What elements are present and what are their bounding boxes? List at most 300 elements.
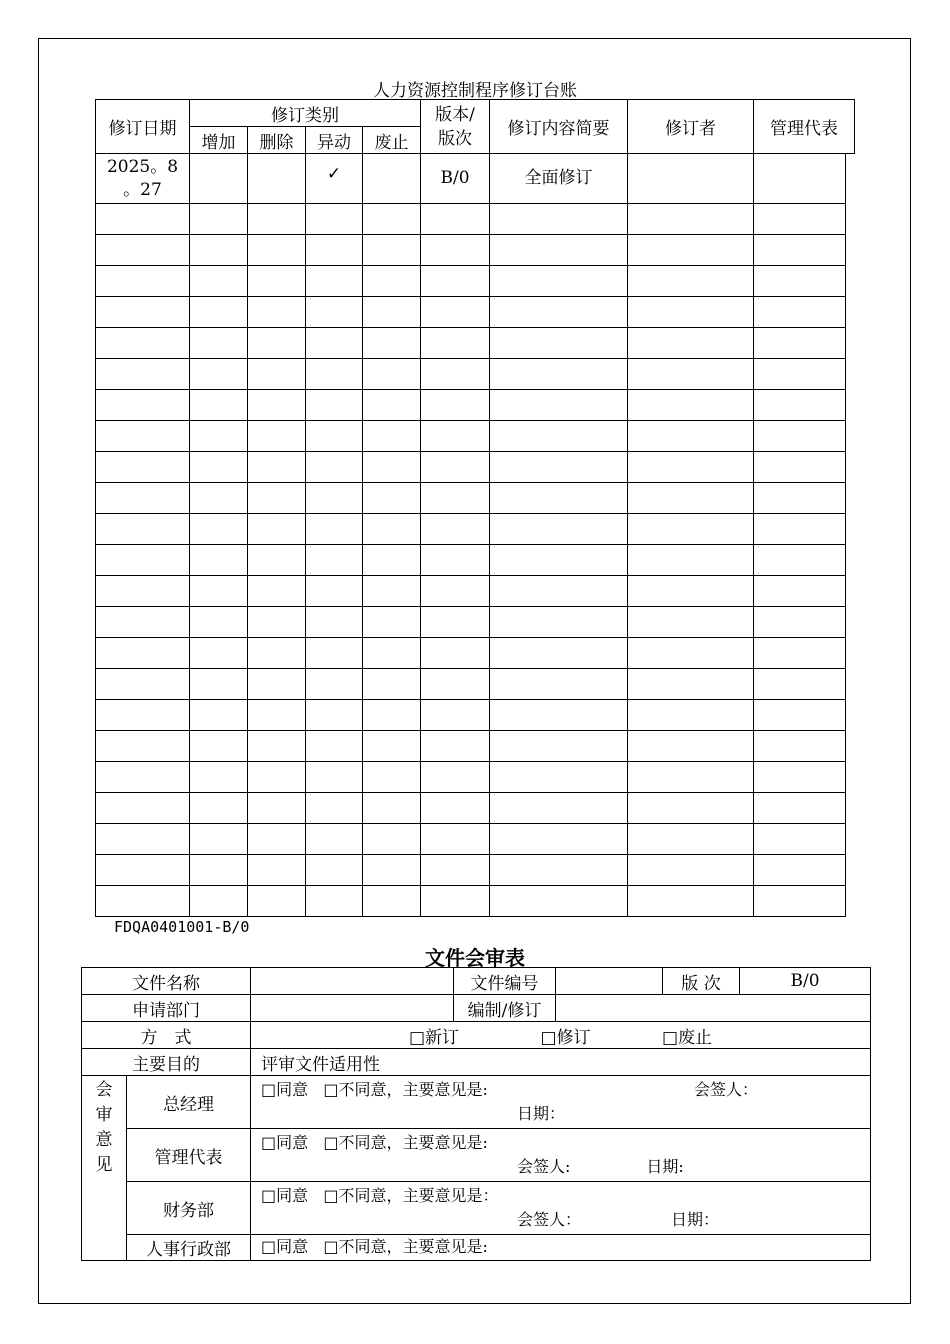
row-edge: [846, 154, 855, 204]
dept-label: 申请部门: [82, 995, 251, 1022]
agree-checkbox[interactable]: □同意: [261, 1237, 309, 1256]
row-edge: [846, 762, 855, 793]
table-row: [96, 576, 855, 607]
empty-cell: [363, 638, 421, 669]
empty-cell: [190, 328, 248, 359]
row-date: 2025。8 。27: [96, 154, 190, 204]
empty-cell: [190, 669, 248, 700]
empty-cell: [421, 793, 490, 824]
empty-cell: [96, 452, 190, 483]
empty-cell: [190, 793, 248, 824]
dept-value: [251, 995, 454, 1022]
row-edge: [846, 700, 855, 731]
empty-cell: [248, 638, 306, 669]
empty-cell: [754, 545, 846, 576]
empty-cell: [363, 235, 421, 266]
empty-cell: [96, 855, 190, 886]
dept-mgmt-rep: 管理代表: [127, 1129, 251, 1182]
table-row: [96, 545, 855, 576]
row-edge: [846, 669, 855, 700]
empty-cell: [363, 607, 421, 638]
empty-cell: [490, 793, 628, 824]
empty-cell: [306, 483, 363, 514]
compile-value: [556, 995, 871, 1022]
empty-cell: [628, 514, 754, 545]
row-edge: [846, 204, 855, 235]
empty-cell: [490, 390, 628, 421]
empty-cell: [490, 638, 628, 669]
empty-cell: [248, 762, 306, 793]
table-row: [96, 328, 855, 359]
empty-cell: [628, 886, 754, 917]
dept-finance: 财务部: [127, 1182, 251, 1235]
empty-cell: [363, 545, 421, 576]
disagree-checkbox[interactable]: □不同意，主要意见是:: [323, 1080, 488, 1099]
empty-cell: [190, 545, 248, 576]
empty-cell: [190, 483, 248, 514]
empty-cell: [490, 886, 628, 917]
empty-cell: [248, 669, 306, 700]
empty-cell: [96, 700, 190, 731]
empty-cell: [421, 731, 490, 762]
empty-cell: [363, 514, 421, 545]
empty-cell: [628, 452, 754, 483]
row-edge: [846, 390, 855, 421]
empty-cell: [96, 607, 190, 638]
row-edge: [846, 731, 855, 762]
agree-checkbox[interactable]: □同意: [261, 1186, 309, 1205]
disagree-checkbox[interactable]: □不同意，主要意见是:: [323, 1133, 488, 1152]
row-mgmt-rep: [754, 154, 846, 204]
empty-cell: [190, 855, 248, 886]
empty-cell: [628, 731, 754, 762]
empty-cell: [490, 607, 628, 638]
empty-cell: [96, 731, 190, 762]
option-revise[interactable]: □修订: [540, 1027, 591, 1048]
empty-cell: [421, 855, 490, 886]
compile-label: 编制/修订: [454, 995, 556, 1022]
row-edge: [846, 545, 855, 576]
document-code: FDQA0401001-B/0: [114, 918, 250, 936]
empty-cell: [363, 421, 421, 452]
empty-cell: [421, 886, 490, 917]
empty-cell: [306, 297, 363, 328]
empty-cell: [628, 762, 754, 793]
empty-cell: [248, 452, 306, 483]
empty-cell: [190, 421, 248, 452]
purpose-label: 主要目的: [82, 1049, 251, 1076]
empty-cell: [754, 514, 846, 545]
row-reviser: [628, 154, 754, 204]
row-add: [190, 154, 248, 204]
empty-cell: [248, 700, 306, 731]
empty-cell: [363, 452, 421, 483]
empty-cell: [421, 390, 490, 421]
empty-cell: [421, 638, 490, 669]
row-edge: [846, 266, 855, 297]
empty-cell: [190, 266, 248, 297]
empty-cell: [754, 204, 846, 235]
empty-cell: [96, 204, 190, 235]
empty-cell: [754, 638, 846, 669]
empty-cell: [190, 638, 248, 669]
empty-cell: [306, 793, 363, 824]
empty-cell: [96, 576, 190, 607]
empty-cell: [306, 855, 363, 886]
empty-cell: [490, 700, 628, 731]
empty-cell: [421, 328, 490, 359]
empty-cell: [421, 514, 490, 545]
empty-cell: [754, 607, 846, 638]
dept-general-manager: 总经理: [127, 1076, 251, 1129]
empty-cell: [490, 421, 628, 452]
empty-cell: [306, 328, 363, 359]
empty-cell: [96, 297, 190, 328]
empty-cell: [306, 359, 363, 390]
empty-cell: [363, 700, 421, 731]
empty-cell: [190, 204, 248, 235]
empty-cell: [248, 514, 306, 545]
header-reviser: 修订者: [628, 100, 754, 154]
empty-cell: [490, 514, 628, 545]
empty-cell: [306, 700, 363, 731]
table-row: [96, 700, 855, 731]
table-row: [96, 514, 855, 545]
row-edge: [846, 638, 855, 669]
empty-cell: [628, 204, 754, 235]
row-version: B/0: [421, 154, 490, 204]
empty-cell: [248, 576, 306, 607]
empty-cell: [248, 328, 306, 359]
method-options: [251, 1022, 871, 1049]
ledger-title: 人力资源控制程序修订台账: [373, 81, 577, 101]
empty-cell: [248, 731, 306, 762]
opinion-group-label: 会 审 意 见: [82, 1076, 127, 1261]
empty-cell: [490, 297, 628, 328]
empty-cell: [248, 855, 306, 886]
empty-cell: [628, 328, 754, 359]
empty-cell: [363, 669, 421, 700]
empty-cell: [248, 793, 306, 824]
empty-cell: [306, 824, 363, 855]
row-edge: [846, 359, 855, 390]
header-date: 修订日期: [96, 100, 190, 154]
opinion-mgmt-rep: [251, 1129, 871, 1182]
date-label: 日期：: [517, 1104, 566, 1123]
empty-cell: [248, 297, 306, 328]
header-summary: 修订内容简要: [490, 100, 628, 154]
empty-cell: [490, 669, 628, 700]
empty-cell: [248, 421, 306, 452]
empty-cell: [96, 359, 190, 390]
empty-cell: [248, 235, 306, 266]
empty-cell: [306, 421, 363, 452]
empty-cell: [190, 762, 248, 793]
empty-cell: [248, 545, 306, 576]
empty-cell: [248, 824, 306, 855]
row-edge: [846, 855, 855, 886]
row-edge: [846, 607, 855, 638]
empty-cell: [248, 204, 306, 235]
empty-cell: [306, 514, 363, 545]
empty-cell: [306, 235, 363, 266]
row-edge: [846, 824, 855, 855]
empty-cell: [628, 297, 754, 328]
empty-cell: [96, 669, 190, 700]
empty-cell: [248, 266, 306, 297]
empty-cell: [628, 483, 754, 514]
empty-cell: [190, 607, 248, 638]
option-new[interactable]: □新订: [409, 1027, 460, 1048]
empty-cell: [754, 328, 846, 359]
empty-cell: [754, 390, 846, 421]
empty-cell: [190, 824, 248, 855]
row-change-checkmark: ✓: [306, 154, 363, 204]
empty-cell: [190, 886, 248, 917]
table-row: [96, 266, 855, 297]
document-review-table: [81, 967, 871, 1261]
table-row: [96, 483, 855, 514]
empty-cell: [363, 855, 421, 886]
empty-cell: [490, 483, 628, 514]
table-row: [96, 855, 855, 886]
agree-checkbox[interactable]: □同意: [261, 1133, 309, 1152]
empty-cell: [96, 824, 190, 855]
empty-cell: [248, 390, 306, 421]
empty-cell: [421, 421, 490, 452]
empty-cell: [490, 855, 628, 886]
table-row: [96, 607, 855, 638]
empty-cell: [628, 638, 754, 669]
empty-cell: [96, 793, 190, 824]
empty-cell: [248, 607, 306, 638]
cosign-label: 会签人：: [517, 1210, 582, 1229]
empty-cell: [190, 297, 248, 328]
empty-cell: [754, 483, 846, 514]
empty-cell: [628, 576, 754, 607]
empty-cell: [490, 762, 628, 793]
empty-cell: [363, 390, 421, 421]
table-row: [96, 638, 855, 669]
empty-cell: [421, 545, 490, 576]
empty-cell: [96, 390, 190, 421]
version-value: B/0: [740, 968, 871, 995]
table-row: [96, 235, 855, 266]
opinion-finance: [251, 1182, 871, 1235]
empty-cell: [248, 483, 306, 514]
empty-cell: [96, 886, 190, 917]
empty-cell: [96, 266, 190, 297]
empty-cell: [754, 421, 846, 452]
empty-cell: [421, 669, 490, 700]
empty-cell: [96, 545, 190, 576]
empty-cell: [190, 390, 248, 421]
empty-cell: [96, 421, 190, 452]
empty-cell: [306, 266, 363, 297]
cosign-label: 会签人：: [693, 1080, 758, 1099]
empty-cell: [363, 204, 421, 235]
empty-cell: [421, 452, 490, 483]
empty-cell: [490, 731, 628, 762]
empty-cell: [363, 328, 421, 359]
row-edge: [846, 793, 855, 824]
empty-cell: [363, 297, 421, 328]
empty-cell: [363, 793, 421, 824]
empty-cell: [490, 204, 628, 235]
empty-cell: [421, 607, 490, 638]
empty-cell: [306, 545, 363, 576]
empty-cell: [363, 266, 421, 297]
empty-cell: [628, 669, 754, 700]
table-row: [96, 793, 855, 824]
empty-cell: [363, 824, 421, 855]
header-change: 异动: [306, 127, 363, 154]
agree-checkbox[interactable]: □同意: [261, 1080, 309, 1099]
empty-cell: [306, 762, 363, 793]
empty-cell: [306, 607, 363, 638]
table-row: [96, 204, 855, 235]
empty-cell: [421, 297, 490, 328]
file-no-label: 文件编号: [454, 968, 556, 995]
empty-cell: [306, 390, 363, 421]
opinion-hr-admin: [251, 1235, 871, 1261]
empty-cell: [628, 700, 754, 731]
empty-cell: [96, 328, 190, 359]
table-row: [96, 669, 855, 700]
empty-cell: [190, 514, 248, 545]
empty-cell: [754, 886, 846, 917]
table-row: [96, 452, 855, 483]
empty-cell: [628, 793, 754, 824]
date-label: 日期:: [646, 1157, 684, 1176]
header-mgmt-rep: 管理代表: [754, 100, 855, 154]
file-no-value: [556, 968, 663, 995]
empty-cell: [96, 483, 190, 514]
empty-cell: [190, 731, 248, 762]
empty-cell: [628, 607, 754, 638]
empty-cell: [490, 235, 628, 266]
empty-cell: [628, 824, 754, 855]
purpose-value: 评审文件适用性: [251, 1049, 871, 1076]
table-row: [96, 421, 855, 452]
empty-cell: [306, 452, 363, 483]
table-row: [96, 731, 855, 762]
file-name-label: 文件名称: [82, 968, 251, 995]
empty-cell: [490, 328, 628, 359]
empty-cell: [421, 483, 490, 514]
empty-cell: [490, 545, 628, 576]
empty-cell: [421, 824, 490, 855]
empty-cell: [754, 793, 846, 824]
empty-cell: [754, 700, 846, 731]
row-edge: [846, 421, 855, 452]
empty-cell: [363, 483, 421, 514]
row-edge: [846, 514, 855, 545]
row-summary: 全面修订: [490, 154, 628, 204]
empty-cell: [96, 762, 190, 793]
empty-cell: [628, 359, 754, 390]
review-title: 文件会审表: [425, 946, 525, 970]
table-row: [96, 762, 855, 793]
row-edge: [846, 576, 855, 607]
empty-cell: [754, 669, 846, 700]
empty-cell: [306, 886, 363, 917]
header-delete: 删除: [248, 127, 306, 154]
header-add: 增加: [190, 127, 248, 154]
empty-cell: [248, 359, 306, 390]
empty-cell: [421, 204, 490, 235]
row-edge: [846, 452, 855, 483]
row-delete: [248, 154, 306, 204]
empty-cell: [490, 266, 628, 297]
table-row: [96, 824, 855, 855]
empty-cell: [490, 824, 628, 855]
opinion-general-manager: [251, 1076, 871, 1129]
empty-cell: [754, 359, 846, 390]
empty-cell: [628, 390, 754, 421]
empty-cell: [363, 731, 421, 762]
table-row: [96, 359, 855, 390]
empty-cell: [628, 235, 754, 266]
empty-cell: [190, 700, 248, 731]
empty-cell: [421, 359, 490, 390]
empty-cell: [421, 266, 490, 297]
header-type: 修订类别: [190, 100, 421, 127]
empty-cell: [754, 297, 846, 328]
empty-cell: [363, 762, 421, 793]
empty-cell: [628, 421, 754, 452]
revision-ledger-table: [95, 99, 855, 917]
empty-cell: [628, 855, 754, 886]
empty-cell: [628, 545, 754, 576]
file-name-value: [251, 968, 454, 995]
empty-cell: [628, 266, 754, 297]
disagree-checkbox[interactable]: □不同意，主要意见是：: [323, 1186, 499, 1205]
disagree-checkbox[interactable]: □不同意，主要意见是:: [323, 1237, 488, 1256]
empty-cell: [421, 235, 490, 266]
empty-cell: [96, 235, 190, 266]
option-abolish[interactable]: □废止: [661, 1027, 712, 1048]
empty-cell: [421, 700, 490, 731]
empty-cell: [490, 359, 628, 390]
empty-cell: [754, 452, 846, 483]
header-version: 版本/ 版次: [421, 100, 490, 154]
empty-cell: [306, 731, 363, 762]
empty-cell: [363, 886, 421, 917]
empty-cell: [306, 638, 363, 669]
dept-hr-admin: 人事行政部: [127, 1235, 251, 1261]
empty-cell: [306, 669, 363, 700]
empty-cell: [754, 762, 846, 793]
table-row: [96, 297, 855, 328]
row-abolish: [363, 154, 421, 204]
empty-cell: [490, 576, 628, 607]
empty-cell: [190, 452, 248, 483]
empty-cell: [490, 452, 628, 483]
cosign-label: 会签人:: [517, 1157, 571, 1176]
empty-cell: [363, 576, 421, 607]
row-edge: [846, 297, 855, 328]
table-row: [96, 390, 855, 421]
empty-cell: [190, 576, 248, 607]
empty-cell: [754, 576, 846, 607]
table-row: [96, 154, 855, 204]
empty-cell: [754, 235, 846, 266]
empty-cell: [754, 731, 846, 762]
row-edge: [846, 483, 855, 514]
empty-cell: [306, 576, 363, 607]
method-label: 方 式: [82, 1022, 251, 1049]
